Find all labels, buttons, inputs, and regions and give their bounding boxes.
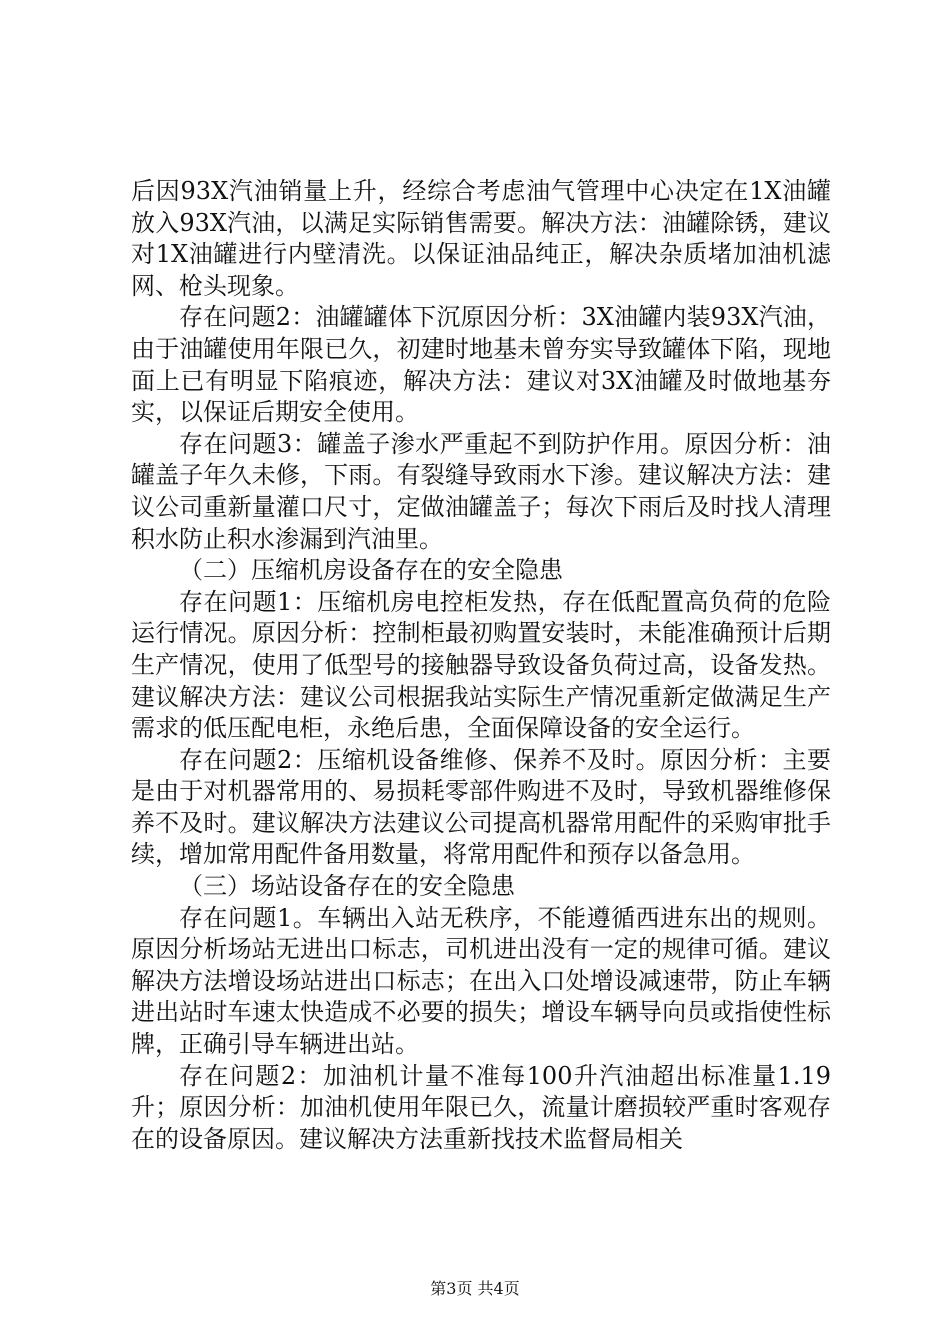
document-body (131, 176, 831, 1155)
paragraph-issue-lid-leak: 存在问题3：罐盖子渗水严重起不到防护作用。原因分析：油罐盖子年久未修，下雨。有裂缝导致雨水下渗。建议解决方法：建议公司重新量灌口尺寸，定做油罐盖子；每次下雨后及时找人清理积水防止积水渗漏到汽油里。 (131, 429, 831, 553)
paragraph-issue-fuel-meter: 存在问题2：加油机计量不准每100升汽油超出标准量1.19升；原因分析：加油机使用年限已久，流量计磨损较严重时客观存在的设备原因。建议解决方法重新找技术监督局相关 (131, 1061, 831, 1153)
paragraph-issue-tank-sinking: 存在问题2：油罐罐体下沉原因分析：3X油罐内装93X汽油，由于油罐使用年限已久，初建时地基未曾夯实导致罐体下陷，现地面上已有明显下陷痕迹，解决方法：建议对3X油罐及时做地基夯实，以保证后期安全使用。 (131, 303, 831, 427)
section-heading-compressor-room: （二）压缩机房设备存在的安全隐患 (179, 556, 563, 585)
paragraph-continuation: 后因93X汽油销量上升，经综合考虑油气管理中心决定在1X油罐放入93X汽油，以满足实际销售需要。解决方法：油罐除锈，建议对1X油罐进行内壁清洗。以保证油品纯正，解决杂质堵加油机滤网、枪头现象。 (131, 177, 831, 300)
page-number-footer: 第3页 共4页 (430, 1279, 520, 1298)
section-heading-station-equipment: （三）场站设备存在的安全隐患 (179, 872, 515, 901)
paragraph-issue-control-cabinet: 存在问题1：压缩机房电控柜发热，存在低配置高负荷的危险运行情况。原因分析：控制柜最初购置安装时，未能准确预计后期生产情况，使用了低型号的接触器导致设备负荷过高，设备发热。建议解决方法：建议公司根据我站实际生产情况重新定做满足生产需求的低压配电柜，永绝后患，全面保障设备的安全运行。 (131, 587, 831, 743)
paragraph-issue-vehicle-order: 存在问题1。车辆出入站无秩序，不能遵循西进东出的规则。原因分析场站无进出口标志，司机进出没有一定的规律可循。建议解决方法增设场站进出口标志；在出入口处增设减速带，防止车辆进出站时车速太快造成不必要的损失；增设车辆导向员或指使性标牌，正确引导车辆进出站。 (131, 903, 831, 1059)
paragraph-issue-maintenance: 存在问题2：压缩机设备维修、保养不及时。原因分析：主要是由于对机器常用的、易损耗零部件购进不及时，导致机器维修保养不及时。建议解决方法建议公司提高机器常用配件的采购审批手续，增加常用配件备用数量，将常用配件和预存以备急用。 (131, 745, 831, 869)
